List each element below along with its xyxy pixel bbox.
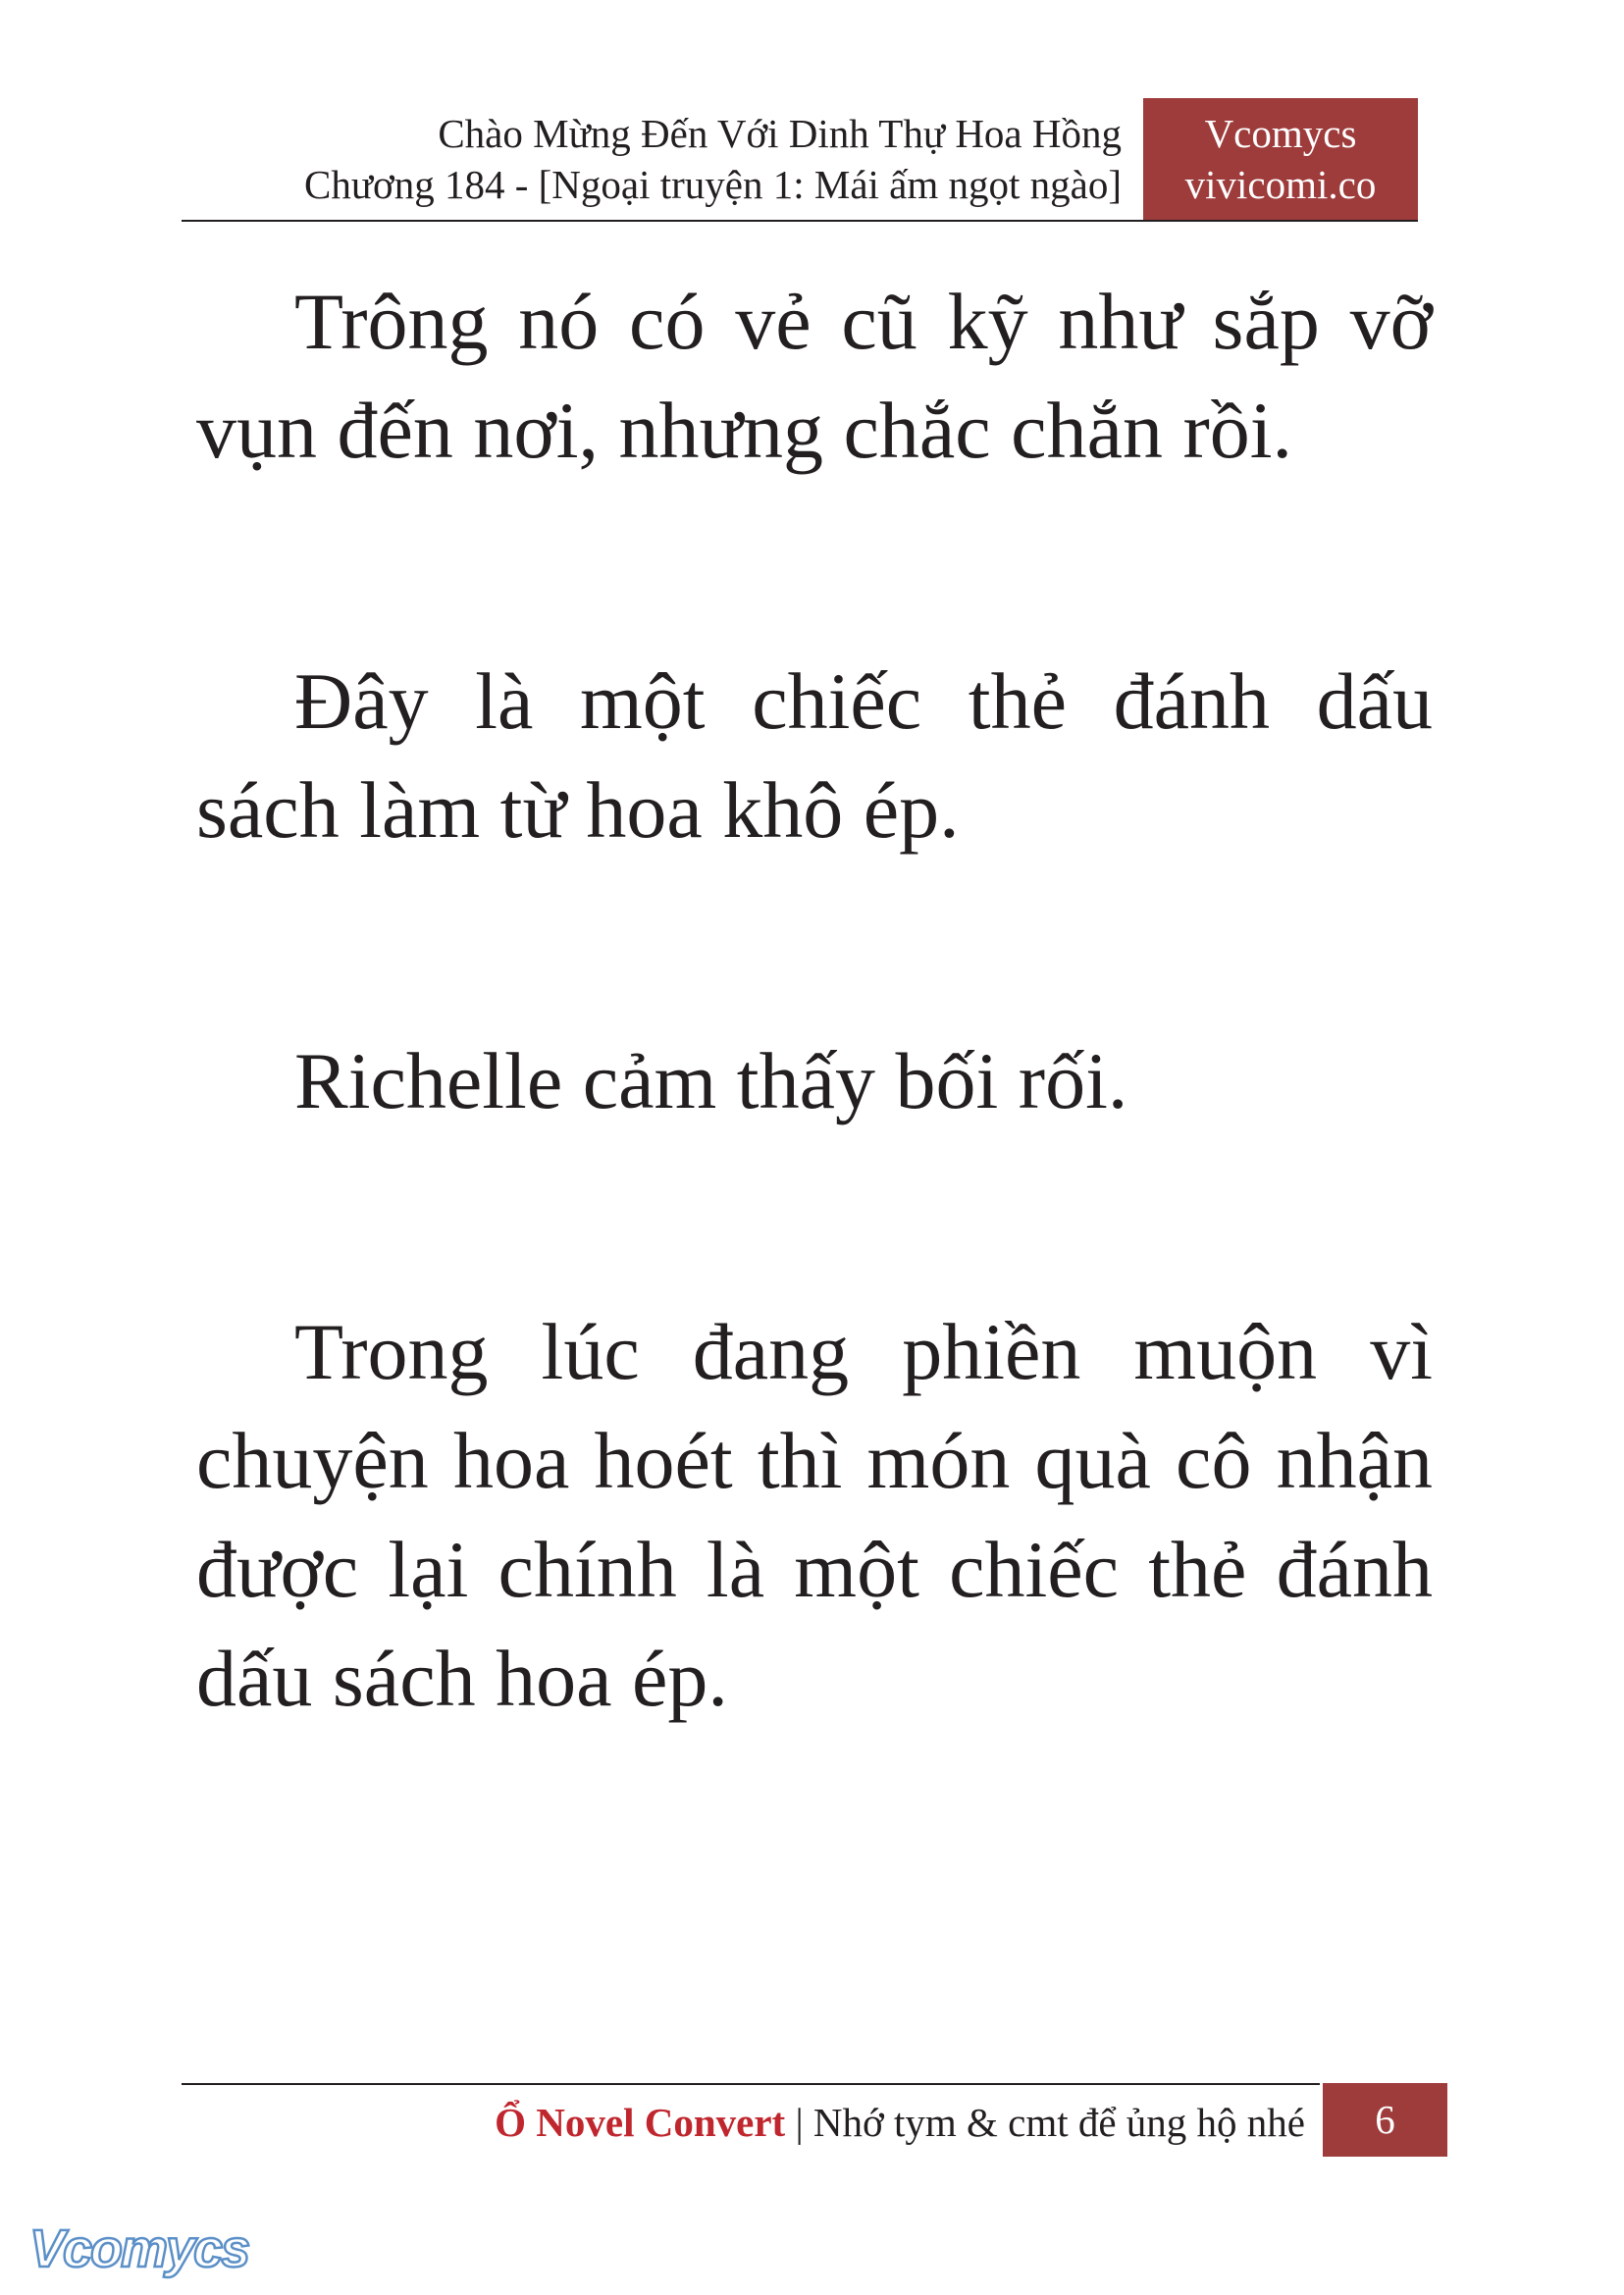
brand-name: Vcomycs [1204, 111, 1357, 156]
brand-box [1143, 98, 1418, 220]
header-divider [182, 220, 1418, 222]
vcomycs-watermark-logo [27, 2216, 253, 2284]
header-titles [304, 108, 1122, 210]
paragraph: Richelle cảm thấy bối rối. [294, 1036, 1128, 1125]
footer-separator: | [795, 2100, 804, 2145]
footer-text [495, 2095, 1305, 2150]
watermark-text: Vcomycs [29, 2219, 249, 2278]
page-header [182, 98, 1418, 222]
paragraph: Đây là một chiếc thẻ đánh dấu sách làm từ hoa khô ép. [196, 656, 1433, 855]
paragraph: Trong lúc đang phiền muộn vì chuyện hoa hoét thì món quà cô nhận được lại chính là một chiếc thẻ đánh dấu sách hoa ép. [196, 1307, 1433, 1723]
paragraph: Trông nó có vẻ cũ kỹ như sắp vỡ vụn đến nơi, nhưng chắc chắn rồi. [196, 277, 1433, 475]
footer-divider [182, 2083, 1320, 2085]
footer-message: Nhớ tym & cmt để ủng hộ nhé [812, 2100, 1305, 2145]
brand-site: vivicomi.co [1184, 162, 1377, 207]
footer-brand: Ổ Novel Convert [495, 2100, 786, 2145]
book-title: Chào Mừng Đến Với Dinh Thự Hoa Hồng [438, 111, 1122, 156]
page-number: 6 [1323, 2083, 1447, 2157]
chapter-title: Chương 184 - [Ngoại truyện 1: Mái ấm ngọt ngào] [303, 162, 1122, 207]
page-footer [182, 2083, 1447, 2157]
chapter-body [196, 267, 1433, 1895]
